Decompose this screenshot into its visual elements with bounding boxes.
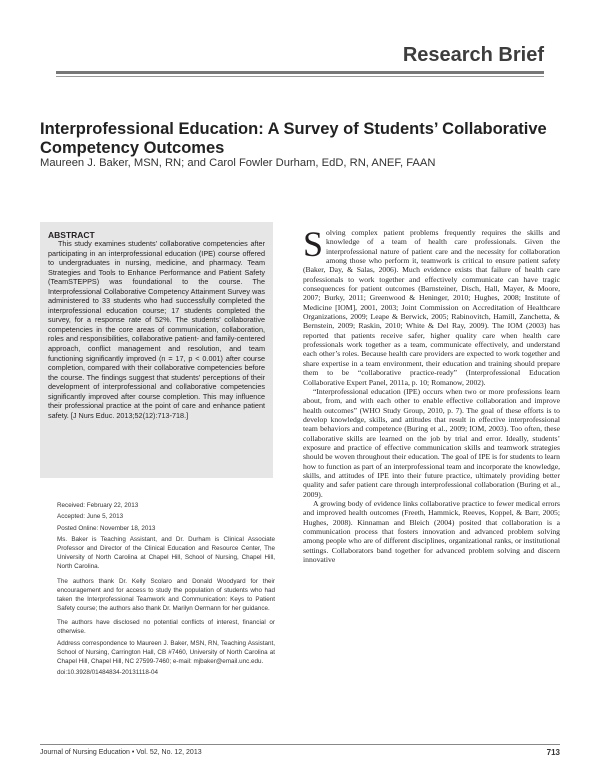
author-affiliation: Ms. Baker is Teaching Assistant, and Dr. Durham is Clinical Associate Professor and Director of the Clinical Education and Resource Center, The University of North Carolina at Chapel Hill, School of Nursing, Chapel Hill, North Carolina. [57, 536, 275, 570]
article-title: Interprofessional Education: A Survey of Students’ Collaborative Competency Outcomes [40, 120, 547, 157]
accepted-date: Accepted: June 5, 2013 [57, 513, 124, 521]
body-paragraph-1 [303, 224, 560, 387]
received-date: Received: February 22, 2013 [57, 502, 139, 509]
drop-cap: S [303, 224, 324, 264]
disclosure: The authors have disclosed no potential conflicts of interest, financial or otherwise. [57, 619, 275, 636]
acknowledgment: The authors thank Dr. Kelly Scolaro and Donald Woodyard for their encouragement and for access to study the population of students who had taken the Interprofessional Teamwork and Communication: Keys to Patient Safety course; the authors also thank Dr. Marilyn Oermann for her guidance. [57, 577, 275, 612]
body-paragraph-3: A growing body of evidence links collaborative practice to fewer medical errors and improved health outcomes (Freeth, Hammick, Reeves, Koppel, & Barr, 2005; Hughes, 2008). Kinnaman and Bleich (2004) posited that collaboration is a communication process that fosters innovation and advanced problem solving among people who are of different disciplines, organizational ranks, or institutional settings. Collaborators band together for advanced problem solving and discern innovative [303, 498, 560, 565]
footer-journal: Journal of Nursing Education • Vol. 52, No. 12, 2013 [40, 749, 202, 756]
body-paragraph-1-text: olving complex patient problems frequently requires the skills and knowledge of a team of health care professionals. Given the interprofessional nature of patient care and the necessity for collaboration among those who perform it, teamwork is critical to ensure patient safety (Baker, Day, & Salas, 2006). Much evidence exists that failure of health care professionals to work together and effectively communicate can have tragic consequences for patient outcomes (Barnsteiner, Disch, Hall, Mayer, & Moore, 2007; Burky, 2011; Greenwood & Heninger, 2010; Hughes, 2008; Institute of Medicine [IOM], 2001, 2003; Joint Commission on Accreditation of Healthcare Organizations, 2009; Leape & Berwick, 2005; Rabinovitch, Hamill, Zanchetta, & Bernstein, 2009; Raskin, 2010; White & Del Ray, 2009). The IOM (2003) has reported that patients receive safer, higher quality care when health care professionals work together as a team, communicate effectively, and understand each other’s roles. Because health care providers are expected to work together and share expertise in a team environment, their education and training should prepare them to be “collaborative practice-ready” (Interprofessional Education Collaborative Expert Panel, 2011a, p. 10; Romanow, 2002). [303, 228, 560, 387]
correspondence: Address correspondence to Maureen J. Baker, MSN, RN, Teaching Assistant, School of Nursing, Carrington Hall, CB #7460, University of North Carolina at Chapel Hill, Chapel Hill, NC 27599-7460; e-mail: mjbaker@email.unc.edu. [57, 639, 275, 665]
article-metadata [57, 502, 275, 680]
posted-date: Posted Online: November 18, 2013 [57, 524, 156, 532]
abstract-box [40, 222, 273, 478]
header-rule-thin [56, 76, 544, 77]
footer-rule [40, 744, 560, 745]
abstract-heading: ABSTRACT [48, 230, 95, 240]
section-label: Research Brief [402, 44, 544, 66]
body-column [303, 224, 560, 565]
doi: doi:10.3928/01484834-20131118-04 [57, 669, 158, 676]
body-paragraph-2: “Interprofessional education (IPE) occurs when two or more professions learn about, from, and with each other to enable effective collaboration and improve health outcomes” (WHO Study Group, 2010, p. 7). The goal of these efforts is to develop knowledge, skills, and attitudes that result in effective interprofessional team behaviors and competence (Buring et al., 2009; IOM, 2003). Too often, these collaborative skills are learned on the job by trial and error. Ideally, students’ exposure and practice of effective communication skills and teamwork strategies should be woven throughout their education. The goal of IPE is for students to learn how to function as part of an interprofessional team and incorporate the knowledge, skills, and attitudes of IPE into their future practice, ultimately providing better quality and safer patient care through interprofessional collaboration (Buring et al., 2009). [303, 386, 560, 499]
header-rule-thick [56, 71, 544, 74]
article-authors: Maureen J. Baker, MSN, RN; and Carol Fowler Durham, EdD, RN, ANEF, FAAN [40, 157, 436, 169]
abstract-text: This study examines students’ collaborative competencies after participating in an interprofessional education (IPE) course offered to undergraduates in nursing, medicine, and pharmacy. Team Strategies and Tools to Enhance Performance and Patient Safety (TeamSTEPPS) was foundational to the course. The Interprofessional Collaborative Competency Attainment Survey was administered to 33 students who had successfully completed the interprofessional education course; 17 students completed the survey, for a response rate of 52%. The students’ collaborative competencies in the core areas of communication, collaboration, roles and responsibilities, collaborative patient- and family-centered approach, conflict management and resolution, and team functioning significantly improved (n = 17, p < 0.001) after course completion, compared with their collaborative competencies before the course. The findings suggest that students’ perceptions of their development of interprofessional and collaborative competencies significantly improved after course completion. This may influence their professional practice at the point of care and enhance patient safety. [J Nurs Educ. 2013;52(12):713-718.] [48, 239, 265, 420]
page-number: 713 [546, 748, 560, 757]
